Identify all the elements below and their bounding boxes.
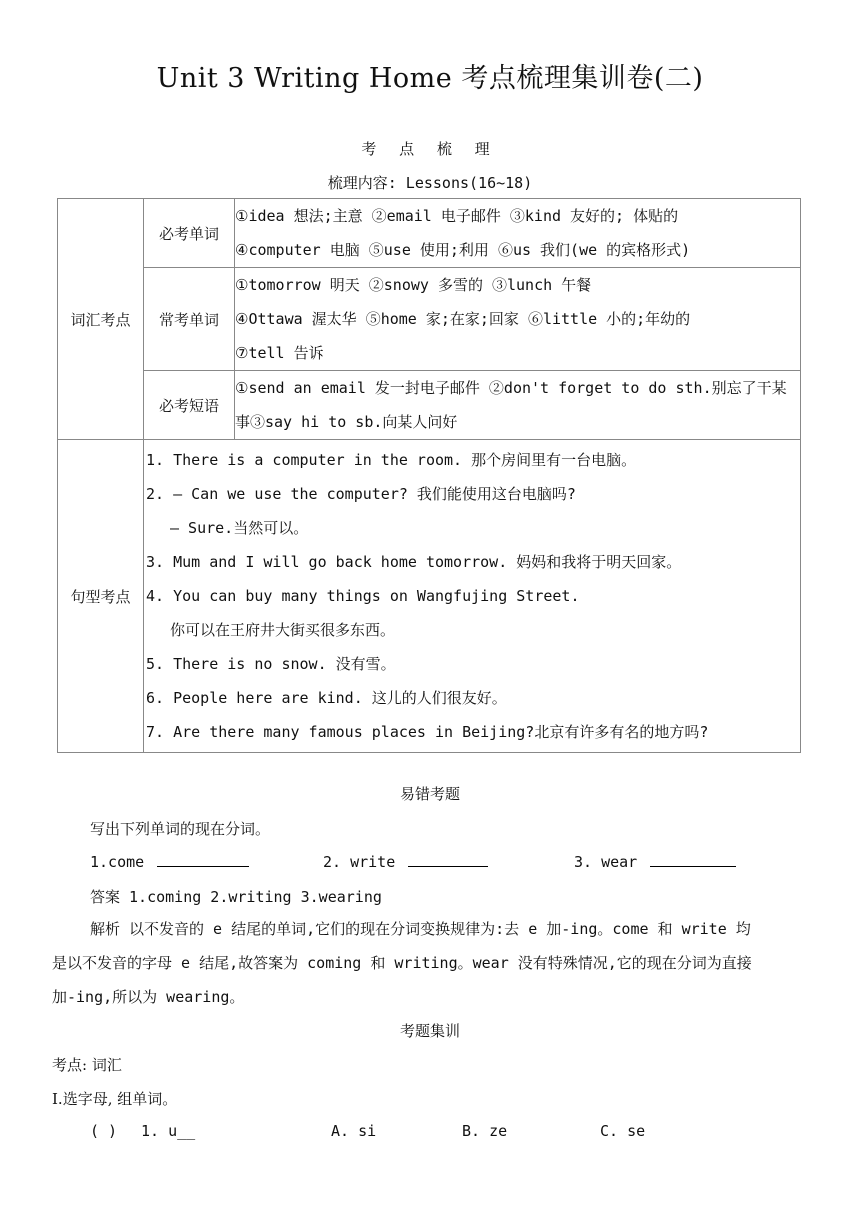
must-phrases-content [235, 371, 801, 440]
list-item: ①tomorrow 明天 ②snowy 多雪的 ③lunch 午餐 [235, 276, 592, 294]
list-item: ④computer 电脑 ⑤use 使用;利用 ⑥us 我们(we 的宾格形式) [235, 241, 691, 259]
list-item: 4. You can buy many things on Wangfujing Street. [146, 587, 580, 605]
error-item-word: 2. write [323, 853, 396, 871]
list-item: 2. — Can we use the computer? 我们能使用这台电脑吗? [146, 485, 576, 503]
list-item: ⑦tell 告诉 [235, 344, 324, 362]
question-1-stem: 1. u__ [141, 1122, 196, 1140]
list-item: 7. Are there many famous places in Beijing?北京有许多有名的地方吗? [146, 723, 709, 741]
list-item: — Sure.当然可以。 [170, 519, 309, 537]
question-1-option-c[interactable]: C. se [600, 1122, 646, 1140]
answer-blank[interactable] [650, 852, 736, 867]
page-title: Unit 3 Writing Home 考点梳理集训卷(二) [156, 63, 704, 94]
table-row [58, 199, 801, 268]
answer-blank[interactable] [157, 852, 249, 867]
list-item: 3. Mum and I will go back home tomorrow. 妈妈和我将于明天回家。 [146, 553, 682, 571]
analysis-line: 是以不发音的字母 e 结尾,故答案为 coming 和 writing。wear 没有特殊情况,它的现在分词为直接 [52, 954, 752, 972]
section-heading-review: 考 点 梳 理 [361, 140, 499, 158]
review-table [57, 198, 801, 753]
must-phrases-label: 必考短语 [144, 371, 235, 440]
error-analysis [52, 912, 808, 1014]
error-section-heading: 易错考题 [399, 785, 460, 803]
analysis-line: 解析 以不发音的 e 结尾的单词,它们的现在分词变换规律为:去 e 加-ing。come 和 write 均 [90, 920, 751, 938]
training-topic: 考点: 词汇 [52, 1056, 122, 1074]
error-answer: 答案 1.coming 2.writing 3.wearing [90, 888, 382, 906]
list-item: 1. There is a computer in the room. 那个房间里有一台电脑。 [146, 451, 637, 469]
list-item: ④Ottawa 渥太华 ⑤home 家;在家;回家 ⑥little 小的;年幼的 [235, 310, 691, 328]
question-1-paren[interactable]: ( ) [90, 1122, 118, 1140]
answer-blank[interactable] [408, 852, 488, 867]
must-words-label: 必考单词 [144, 199, 235, 268]
error-item-word: 1.come [90, 853, 145, 871]
question-1-option-b[interactable]: B. ze [462, 1122, 508, 1140]
error-item-1 [90, 852, 249, 871]
table-row [58, 371, 801, 440]
list-item: 事③say hi to sb.向某人问好 [235, 413, 458, 431]
error-item-2 [323, 852, 488, 871]
sentence-category-cell: 句型考点 [58, 440, 144, 753]
question-1-option-a[interactable]: A. si [331, 1122, 377, 1140]
sentence-content [144, 440, 801, 753]
part1-instruction: Ⅰ.选字母, 组单词。 [52, 1090, 178, 1108]
common-words-content [235, 268, 801, 371]
table-row [58, 268, 801, 371]
list-item: ①idea 想法;主意 ②email 电子邮件 ③kind 友好的; 体贴的 [235, 207, 679, 225]
list-item: 6. People here are kind. 这儿的人们很友好。 [146, 689, 507, 707]
analysis-line: 加-ing,所以为 wearing。 [52, 988, 245, 1006]
table-row [58, 440, 801, 753]
error-item-word: 3. wear [574, 853, 638, 871]
training-heading: 考题集训 [399, 1022, 460, 1040]
list-item: 5. There is no snow. 没有雪。 [146, 655, 396, 673]
review-scope: 梳理内容: Lessons(16~18) [327, 174, 533, 192]
error-item-3 [574, 852, 736, 871]
must-words-content [235, 199, 801, 268]
list-item: ①send an email 发一封电子邮件 ②don't forget to do sth.别忘了干某 [235, 379, 787, 397]
list-item: 你可以在王府井大街买很多东西。 [170, 621, 396, 639]
error-instruction: 写出下列单词的现在分词。 [90, 820, 271, 838]
common-words-label: 常考单词 [144, 268, 235, 371]
vocab-category-cell: 词汇考点 [58, 199, 144, 440]
